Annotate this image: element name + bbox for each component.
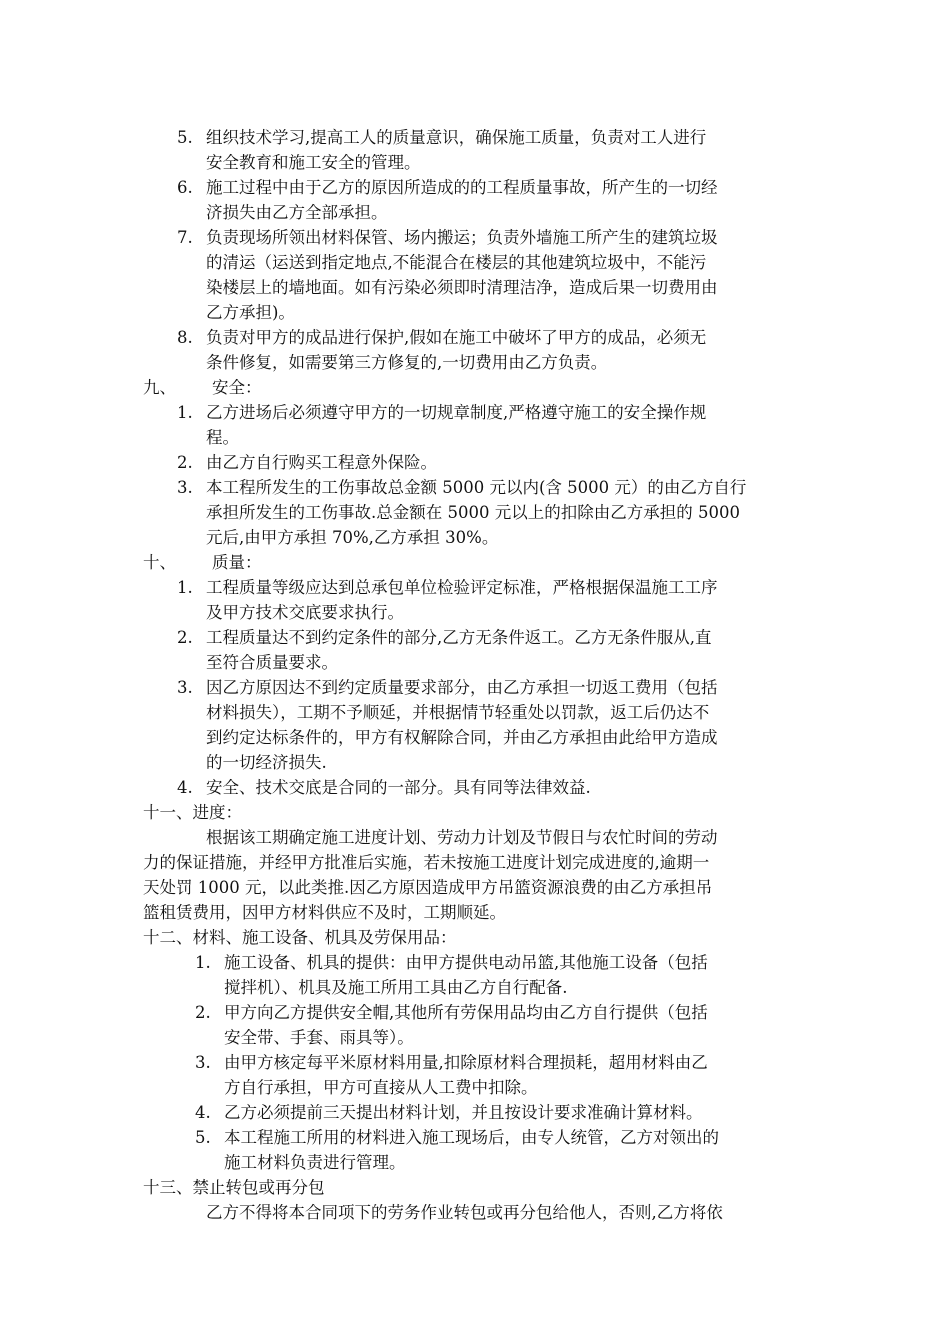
list-item-number: 2. (177, 453, 193, 472)
list-item-number: 1. (195, 953, 211, 972)
list-item-number: 8. (177, 328, 193, 347)
list-item-line: 至符合质量要求。 (206, 653, 338, 672)
list-item-line: 组织技术学习,提高工人的质量意识，确保施工质量，负责对工人进行 (206, 128, 707, 147)
list-item-line: 工程质量达不到约定条件的部分,乙方无条件返工。乙方无条件服从,直 (206, 628, 712, 647)
list-item-number: 6. (177, 178, 193, 197)
list-item-line: 安全带、手套、雨具等）。 (224, 1028, 414, 1047)
list-item-line: 方自行承担，甲方可直接从人工费中扣除。 (224, 1078, 538, 1097)
section-number: 九、 (143, 378, 176, 397)
list-item-line: 因乙方原因达不到约定质量要求部分，由乙方承担一切返工费用（包括 (206, 678, 718, 697)
paragraph-line: 天处罚 1000 元，以此类推.因乙方原因造成甲方吊篮资源浪费的由乙方承担吊 (143, 878, 713, 897)
list-item-line: 程。 (206, 428, 239, 447)
list-item-line: 元后,由甲方承担 70%,乙方承担 30%。 (206, 528, 499, 547)
list-item-line: 及甲方技术交底要求执行。 (206, 603, 404, 622)
paragraph-line: 乙方不得将本合同项下的劳务作业转包或再分包给他人，否则,乙方将依 (206, 1203, 723, 1222)
list-item-line: 材料损失），工期不予顺延，并根据情节轻重处以罚款，返工后仍达不 (206, 703, 710, 722)
list-item-line: 甲方向乙方提供安全帽,其他所有劳保用品均由乙方自行提供（包括 (224, 1003, 708, 1022)
list-item-number: 3. (195, 1053, 211, 1072)
paragraph-line: 力的保证措施，并经甲方批准后实施，若未按施工进度计划完成进度的,逾期一 (143, 853, 710, 872)
list-item-line: 乙方承担)。 (206, 303, 295, 322)
list-item-line: 工程质量等级应达到总承包单位检验评定标准，严格根据保温施工工序 (206, 578, 718, 597)
list-item-line: 承担所发生的工伤事故.总金额在 5000 元以上的扣除由乙方承担的 5000 (206, 503, 740, 522)
list-item-line: 染楼层上的墙地面。如有污染必须即时清理洁净，造成后果一切费用由 (206, 278, 718, 297)
list-item-number: 7. (177, 228, 193, 247)
list-item-line: 本工程所发生的工伤事故总金额 5000 元以内(含 5000 元）的由乙方自行 (206, 478, 747, 497)
list-item-number: 4. (177, 778, 193, 797)
list-item-line: 由乙方自行购买工程意外保险。 (206, 453, 437, 472)
list-item-number: 2. (177, 628, 193, 647)
section-title: 安全： (212, 378, 262, 397)
list-item-number: 4. (195, 1103, 211, 1122)
list-item-line: 到约定达标条件的，甲方有权解除合同，并由乙方承担由此给甲方造成 (206, 728, 718, 747)
list-item-line: 负责现场所领出材料保管、场内搬运；负责外墙施工所产生的建筑垃圾 (206, 228, 718, 247)
paragraph-line: 篮租赁费用，因甲方材料供应不及时，工期顺延。 (143, 903, 506, 922)
list-item-line: 乙方必须提前三天提出材料计划，并且按设计要求准确计算材料。 (224, 1103, 703, 1122)
list-item-line: 的一切经济损失. (206, 753, 327, 772)
section-title: 质量： (212, 553, 262, 572)
list-item-line: 搅拌机）、机具及施工所用工具由乙方自行配备. (224, 978, 568, 997)
list-item-line: 条件修复，如需要第三方修复的,一切费用由乙方负责。 (206, 353, 608, 372)
list-item-number: 3. (177, 678, 193, 697)
list-item-number: 1. (177, 578, 193, 597)
list-item-number: 3. (177, 478, 193, 497)
list-item-line: 本工程施工所用的材料进入施工现场后，由专人统管，乙方对领出的 (224, 1128, 719, 1147)
section-heading: 十三、禁止转包或再分包 (143, 1178, 325, 1197)
list-item-line: 济损失由乙方全部承担。 (206, 203, 388, 222)
list-item-line: 安全、技术交底是合同的一部分。具有同等法律效益. (206, 778, 591, 797)
section-number: 十、 (143, 553, 176, 572)
list-item-number: 5. (177, 128, 193, 147)
list-item-number: 5. (195, 1128, 211, 1147)
list-item-line: 安全教育和施工安全的管理。 (206, 153, 421, 172)
paragraph-line: 根据该工期确定施工进度计划、劳动力计划及节假日与农忙时间的劳动 (206, 828, 718, 847)
list-item-line: 的清运（运送到指定地点,不能混合在楼层的其他建筑垃圾中，不能污 (206, 253, 707, 272)
list-item-line: 由甲方核定每平米原材料用量,扣除原材料合理损耗，超用材料由乙 (224, 1053, 708, 1072)
list-item-number: 1. (177, 403, 193, 422)
list-item-line: 负责对甲方的成品进行保护,假如在施工中破坏了甲方的成品，必须无 (206, 328, 707, 347)
list-item-number: 2. (195, 1003, 211, 1022)
list-item-line: 乙方进场后必须遵守甲方的一切规章制度,严格遵守施工的安全操作规 (206, 403, 707, 422)
list-item-line: 施工设备、机具的提供：由甲方提供电动吊篮,其他施工设备（包括 (224, 953, 708, 972)
section-heading: 十一、进度： (143, 803, 242, 822)
list-item-line: 施工过程中由于乙方的原因所造成的的工程质量事故，所产生的一切经 (206, 178, 718, 197)
section-heading: 十二、材料、施工设备、机具及劳保用品： (143, 928, 457, 947)
list-item-line: 施工材料负责进行管理。 (224, 1153, 406, 1172)
